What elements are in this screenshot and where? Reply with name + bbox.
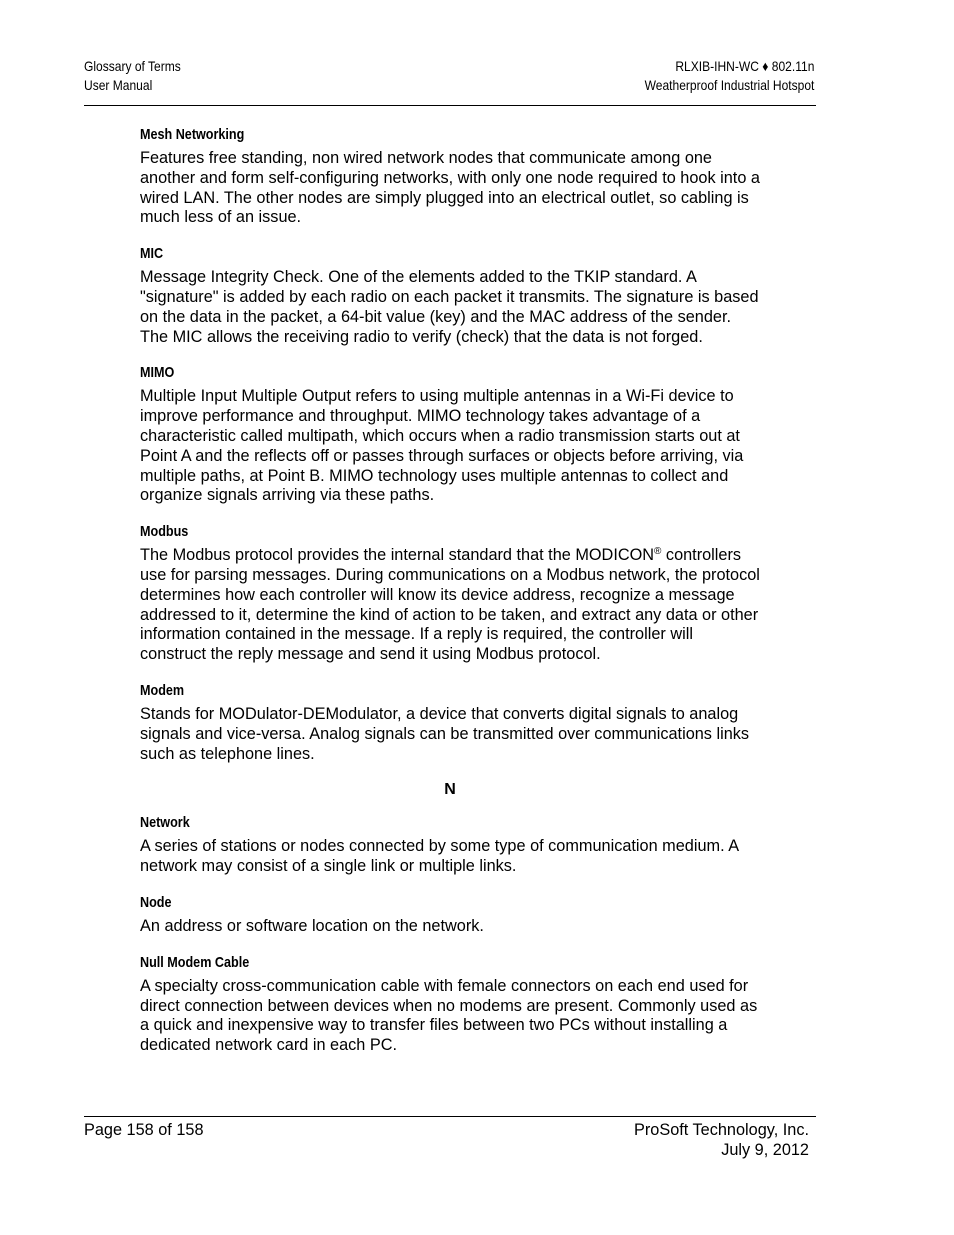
glossary-term: Mesh Networking xyxy=(140,126,245,143)
glossary-definition: Multiple Input Multiple Output refers to using multiple antennas in a Wi-Fi device to improve performance and throughput. MIMO technology takes advantage of a characteristic called multipath, which occurs when a radio transmission starts out at Point A and the reflects off or passes through surfaces or objects before arriving, via multiple paths, at Point B. MIMO technology uses multiple antennas to collect and organize signals arriving via these paths. xyxy=(140,387,744,505)
glossary-content xyxy=(140,126,760,1073)
glossary-term: MIC xyxy=(140,245,164,263)
header-divider xyxy=(84,105,816,106)
glossary-definition xyxy=(140,546,760,665)
glossary-definition: A specialty cross-communication cable with female connectors on each end used for direct connection between devices when no modems are present. Commonly used as a quick and inexpensive way to transfer files between two PCs without installing a dedicated network card in each PC. xyxy=(140,976,758,1055)
company-name: ProSoft Technology, Inc. xyxy=(634,1121,809,1139)
glossary-term: Null Modem Cable xyxy=(140,953,250,971)
definition-text-start: The Modbus protocol provides the internal standard that the MODICON xyxy=(140,546,655,565)
document-type: User Manual xyxy=(84,77,153,93)
glossary-definition: Features free standing, non wired network nodes that communicate among one another and form self-configuring networks, with only one node required to hook into a wired LAN. The other nodes are simply plugged into an electrical outlet, so cabling is much less of an issue. xyxy=(140,149,760,227)
glossary-definition: An address or software location on the network. xyxy=(140,916,484,935)
section-letter-heading: N xyxy=(444,781,456,799)
header-left xyxy=(84,57,181,95)
glossary-term: MIMO xyxy=(140,364,175,382)
footer-divider xyxy=(84,1116,816,1117)
glossary-definition: A series of stations or nodes connected by some type of communication medium. A network may consist of a single link or multiple links. xyxy=(140,837,739,876)
definition-text-end: controllers use for parsing messages. During communications on a Modbus network, the protocol determines how each controller will know its device address, recognize a message addressed to it, determine the kind of action to be taken, and extract any data or other information contained in the message. If a reply is required, the controller will construct the reply message and send it using Modbus protocol. xyxy=(140,546,760,664)
glossary-definition: Stands for MODulator-DEModulator, a device that converts digital signals to analog signals and vice-versa. Analog signals can be transmitted over communications links such as telephone lines. xyxy=(140,704,750,763)
glossary-definition: Message Integrity Check. One of the elements added to the TKIP standard. A "signature" is added by each radio on each packet it transmits. The signature is based on the data in the packet, a 64-bit value (key) and the MAC address of the sender. The MIC allows the receiving radio to verify (check) that the data is not forged. xyxy=(140,268,759,346)
glossary-term: Modem xyxy=(140,681,185,699)
glossary-term: Network xyxy=(140,814,190,832)
document-section-title: Glossary of Terms xyxy=(84,58,181,74)
glossary-term: Modbus xyxy=(140,523,189,541)
product-description: Weatherproof Industrial Hotspot xyxy=(644,77,814,93)
product-model: RLXIB-IHN-WC ♦ 802.11n xyxy=(674,58,814,74)
footer-right xyxy=(634,1120,809,1160)
publication-date: July 9, 2012 xyxy=(721,1141,809,1159)
header-right xyxy=(644,57,814,95)
registered-mark: ® xyxy=(654,546,662,558)
page-number: Page 158 of 158 xyxy=(84,1121,204,1139)
glossary-term: Node xyxy=(140,893,172,911)
